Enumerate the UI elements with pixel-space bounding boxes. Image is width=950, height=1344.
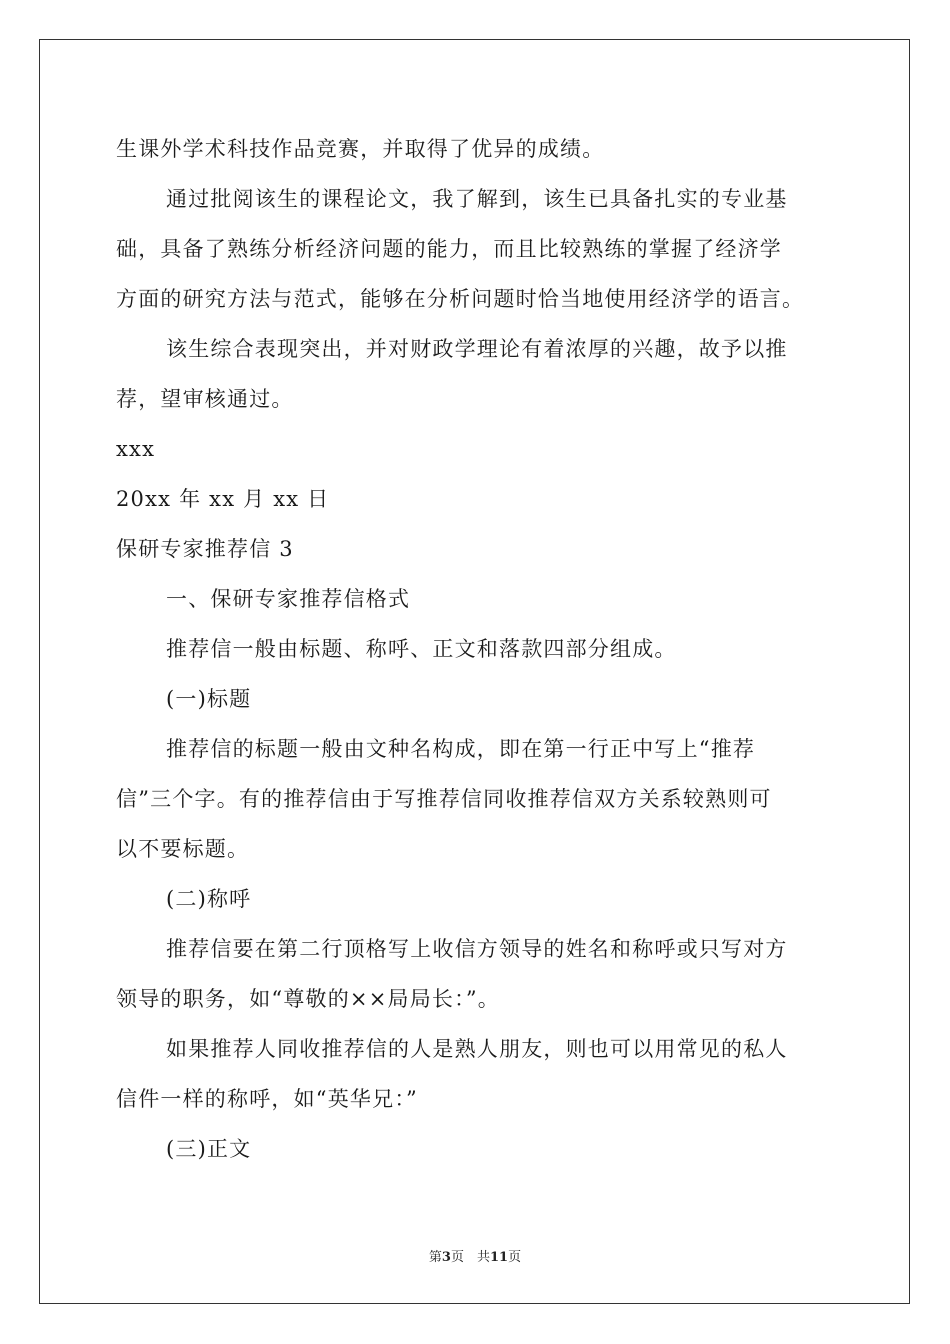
text-line: 该生综合表现突出，并对财政学理论有着浓厚的兴趣，故予以推 bbox=[166, 337, 788, 361]
text-line: 方面的研究方法与范式，能够在分析问题时恰当地使用经济学的语言。 bbox=[116, 287, 805, 311]
footer-prefix: 第 bbox=[428, 1250, 442, 1265]
text-line: 信”三个字。有的推荐信由于写推荐信同收推荐信双方关系较熟则可 bbox=[116, 787, 772, 811]
text-line: 础，具备了熟练分析经济问题的能力，而且比较熟练的掌握了经济学 bbox=[116, 237, 782, 261]
text-line: 荐，望审核通过。 bbox=[116, 387, 294, 411]
page-footer bbox=[0, 1246, 950, 1265]
text-line: 推荐信要在第二行顶格写上收信方领导的姓名和称呼或只写对方 bbox=[166, 937, 788, 961]
text-line: 推荐信的标题一般由文种名构成，即在第一行正中写上“推荐 bbox=[166, 737, 756, 761]
signature-date: 20xx 年 xx 月 xx 日 bbox=[116, 487, 330, 511]
text-line: 领导的职务，如“尊敬的××局局长：”。 bbox=[116, 987, 500, 1011]
footer-suffix: 页 bbox=[508, 1250, 522, 1265]
footer-total-pages: 11 bbox=[489, 1250, 509, 1265]
text-line: 如果推荐人同收推荐信的人是熟人朋友，则也可以用常见的私人 bbox=[166, 1037, 788, 1061]
text-line: 以不要标题。 bbox=[116, 837, 250, 861]
text-line: 通过批阅该生的课程论文，我了解到，该生已具备扎实的专业基 bbox=[166, 187, 788, 211]
text-line: 生课外学术科技作品竞赛，并取得了优异的成绩。 bbox=[116, 137, 605, 161]
subheading: (一)标题 bbox=[166, 687, 252, 711]
subheading: (二)称呼 bbox=[166, 887, 252, 911]
document-body bbox=[116, 124, 836, 1174]
signature-name: xxx bbox=[116, 437, 156, 461]
section-title: 保研专家推荐信 3 bbox=[116, 537, 294, 561]
heading-1: 一、保研专家推荐信格式 bbox=[166, 587, 411, 611]
text-line: 信件一样的称呼，如“英华兄：” bbox=[116, 1087, 418, 1111]
subheading: (三)正文 bbox=[166, 1137, 252, 1161]
text-line: 推荐信一般由标题、称呼、正文和落款四部分组成。 bbox=[166, 637, 677, 661]
footer-middle: 页 共 bbox=[450, 1250, 490, 1265]
footer-page-number: 3 bbox=[441, 1250, 451, 1265]
